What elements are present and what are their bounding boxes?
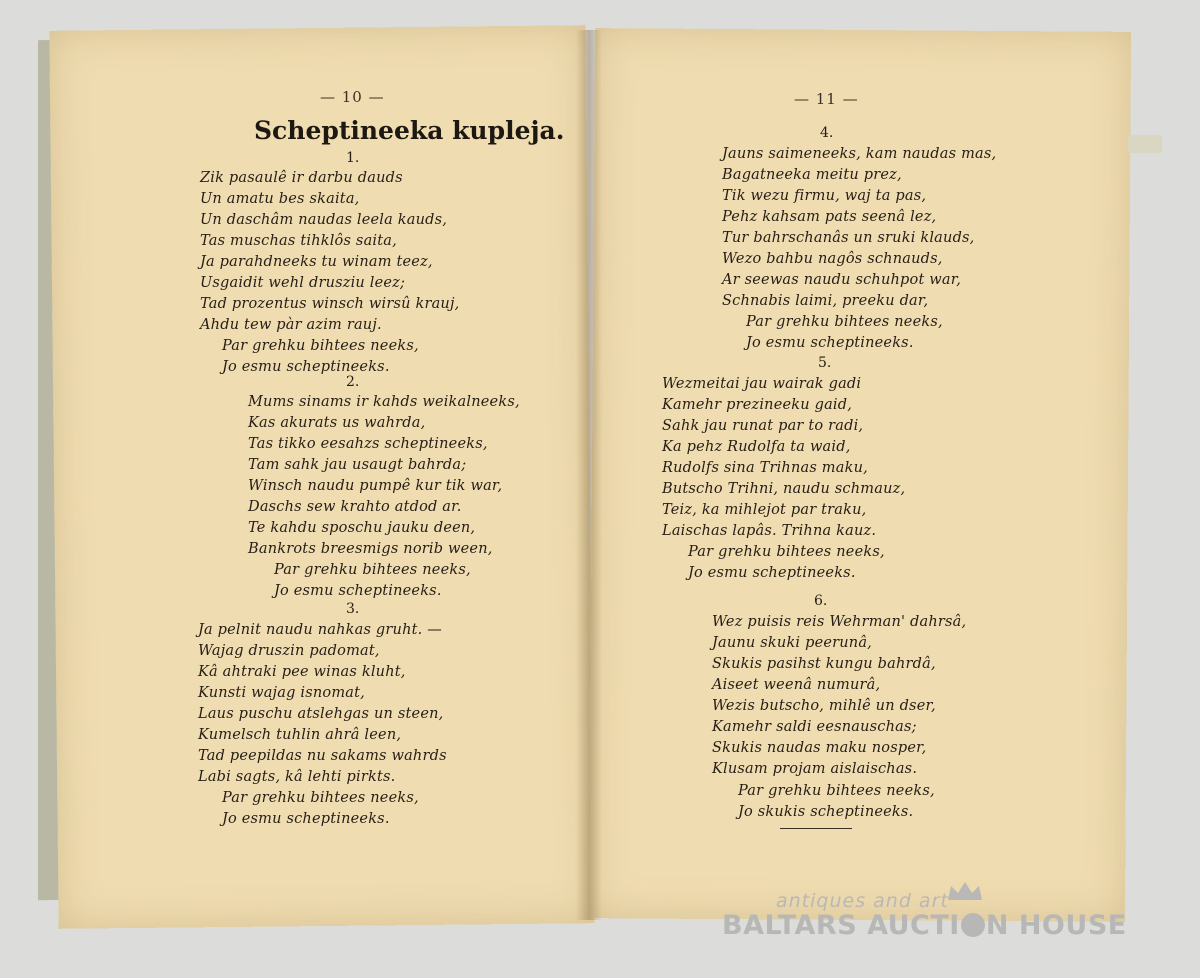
watermark-name-part1: BALTARS AUCTI bbox=[722, 910, 960, 941]
stanza-number: 1. bbox=[346, 150, 360, 166]
verse-line: Tam sahk jau usaugt bahrda; bbox=[248, 457, 467, 473]
verse-line: Ahdu tew pàr azim rauj. bbox=[200, 317, 382, 333]
verse-line: Rudolfs sina Trihnas maku, bbox=[662, 460, 868, 476]
right-page-number: — 11 — bbox=[794, 90, 859, 108]
refrain-line: Jo esmu scheptineeks. bbox=[222, 359, 390, 375]
verse-line: Wezo bahbu nagôs schnauds, bbox=[722, 251, 943, 267]
verse-line: Aiseet weenâ numurâ, bbox=[712, 677, 881, 693]
verse-line: Butscho Trihni, naudu schmauz, bbox=[662, 481, 906, 497]
verse-line: Tur bahrschanâs un sruki klauds, bbox=[722, 230, 975, 246]
verse-line: Jauns saimeneeks, kam naudas mas, bbox=[722, 146, 997, 162]
stanza-number: 5. bbox=[818, 355, 832, 371]
stanza-number: 6. bbox=[814, 593, 828, 609]
verse-line: Kas akurats us wahrda, bbox=[248, 415, 426, 431]
verse-line: Ja parahdneeks tu winam teez, bbox=[200, 254, 433, 270]
paper-tab bbox=[1128, 135, 1162, 153]
verse-line: Wezmeitai jau wairak gadi bbox=[662, 376, 862, 392]
book-gutter bbox=[576, 30, 602, 920]
verse-line: Teiz, ka mihlejot par traku, bbox=[662, 502, 867, 518]
verse-line: Skukis naudas maku nosper, bbox=[712, 740, 927, 756]
verse-line: Kâ ahtraki pee winas kluht, bbox=[198, 664, 406, 680]
verse-line: Bagatneeka meitu prez, bbox=[722, 167, 902, 183]
verse-line: Bankrots breesmigs norib ween, bbox=[248, 541, 493, 557]
verse-line: Pehz kahsam pats seenâ lez, bbox=[722, 209, 937, 225]
verse-line: Labi sagts, kâ lehti pirkts. bbox=[198, 769, 396, 785]
verse-line: Tas muschas tihklôs saita, bbox=[200, 233, 397, 249]
verse-line: Laischas lapâs. Trihna kauz. bbox=[662, 523, 877, 539]
verse-line: Tad peepildas nu sakams wahrds bbox=[198, 748, 447, 764]
crown-icon bbox=[946, 880, 984, 902]
verse-line: Wez puisis reis Wehrman' dahrsâ, bbox=[712, 614, 967, 630]
refrain-line: Par grehku bihtees neeks, bbox=[222, 338, 419, 354]
watermark-name bbox=[722, 910, 1127, 941]
verse-line: Ka pehz Rudolfa ta waid, bbox=[662, 439, 851, 455]
end-rule bbox=[780, 828, 852, 829]
refrain-line: Jo esmu scheptineeks. bbox=[222, 811, 390, 827]
verse-line: Zik pasaulê ir darbu dauds bbox=[200, 170, 403, 186]
o-emblem-icon bbox=[961, 913, 985, 937]
verse-line: Kumelsch tuhlin ahrâ leen, bbox=[198, 727, 402, 743]
refrain-line: Par grehku bihtees neeks, bbox=[222, 790, 419, 806]
verse-line: Un daschâm naudas leela kauds, bbox=[200, 212, 448, 228]
verse-line: Laus puschu atslehgas un steen, bbox=[198, 706, 444, 722]
verse-line: Ja pelnit naudu nahkas gruht. — bbox=[198, 622, 442, 638]
verse-line: Skukis pasihst kungu bahrdâ, bbox=[712, 656, 936, 672]
verse-line: Kunsti wajag isnomat, bbox=[198, 685, 365, 701]
verse-line: Klusam projam aislaischas. bbox=[712, 761, 918, 777]
verse-line: Schnabis laimi, preeku dar, bbox=[722, 293, 929, 309]
left-page-number: — 10 — bbox=[320, 88, 385, 106]
verse-line: Kamehr prezineeku gaid, bbox=[662, 397, 853, 413]
verse-line: Ar seewas naudu schuhpot war, bbox=[722, 272, 962, 288]
verse-line: Winsch naudu pumpê kur tik war, bbox=[248, 478, 503, 494]
verse-line: Un amatu bes skaita, bbox=[200, 191, 360, 207]
verse-line: Jaunu skuki peerunâ, bbox=[712, 635, 872, 651]
verse-line: Wezis butscho, mihlê un dser, bbox=[712, 698, 936, 714]
refrain-line: Jo skukis scheptineeks. bbox=[738, 804, 914, 820]
verse-line: Mums sinams ir kahds weikalneeks, bbox=[248, 394, 520, 410]
watermark-tagline: antiques and art bbox=[776, 890, 949, 912]
stanza-number: 3. bbox=[346, 601, 360, 617]
verse-line: Tad prozentus winsch wirsû krauj, bbox=[200, 296, 460, 312]
verse-line: Sahk jau runat par to radi, bbox=[662, 418, 864, 434]
verse-line: Te kahdu sposchu jauku deen, bbox=[248, 520, 476, 536]
verse-line: Wajag druszin padomat, bbox=[198, 643, 380, 659]
verse-line: Usgaidit wehl drusziu leez; bbox=[200, 275, 406, 291]
refrain-line: Par grehku bihtees neeks, bbox=[688, 544, 885, 560]
refrain-line: Jo esmu scheptineeks. bbox=[274, 583, 442, 599]
stanza-number: 2. bbox=[346, 374, 360, 390]
verse-line: Tas tikko eesahzs scheptineeks, bbox=[248, 436, 488, 452]
verse-line: Kamehr saldi eesnauschas; bbox=[712, 719, 917, 735]
refrain-line: Par grehku bihtees neeks, bbox=[746, 314, 943, 330]
refrain-line: Jo esmu scheptineeks. bbox=[746, 335, 914, 351]
refrain-line: Par grehku bihtees neeks, bbox=[738, 783, 935, 799]
verse-line: Tik wezu firmu, waj ta pas, bbox=[722, 188, 927, 204]
song-title: Scheptineeka kupleja. bbox=[254, 116, 565, 145]
refrain-line: Par grehku bihtees neeks, bbox=[274, 562, 471, 578]
stanza-number: 4. bbox=[820, 125, 834, 141]
watermark-name-part2: N HOUSE bbox=[985, 910, 1127, 941]
verse-line: Daschs sew krahto atdod ar. bbox=[248, 499, 462, 515]
refrain-line: Jo esmu scheptineeks. bbox=[688, 565, 856, 581]
